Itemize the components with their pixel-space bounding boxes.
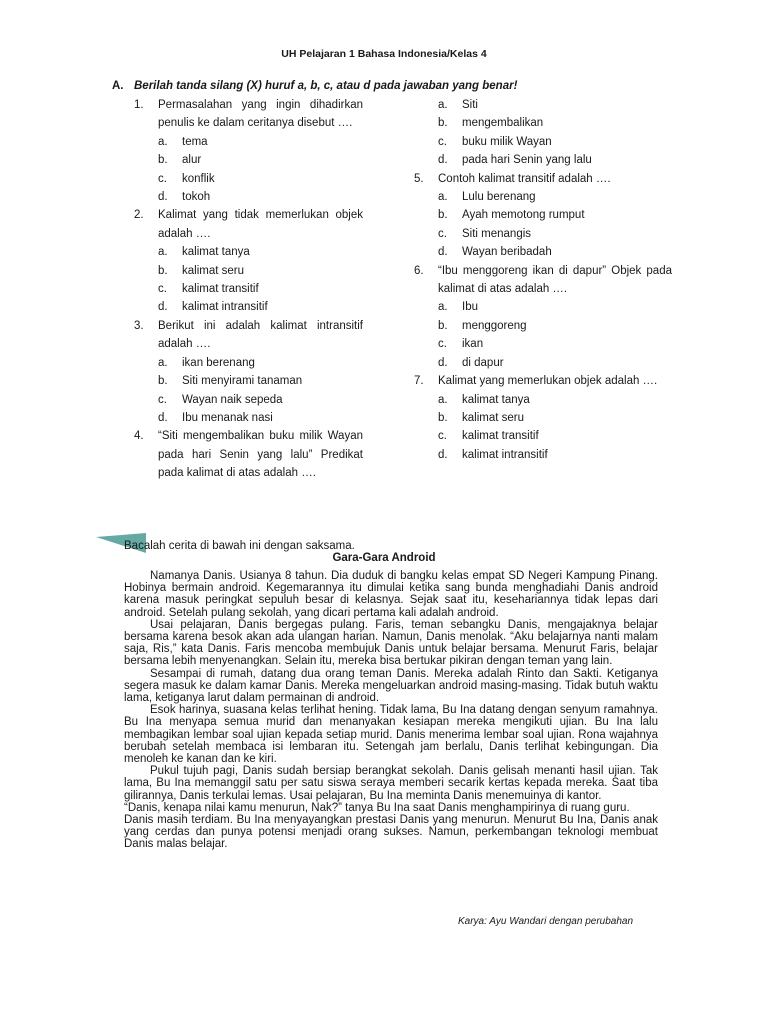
option-letter: b.: [438, 319, 448, 332]
story-paragraph: Namanya Danis. Usianya 8 tahun. Dia duduk di bangku kelas empat SD Negeri Kampung Pinang. Hobinya bermain android. Kegemarannya itu dimulai ketika sang bunda menghadiahi Danis android karena masuk peringkat sepuluh besar di kelasnya. Sejak saat itu, kesehariannya tidak lepas dari android. Setelah pulang sekolah, yang dicari pertama kali adalah android.: [124, 570, 658, 619]
option-text: kalimat seru: [182, 264, 244, 277]
story-paragraph: Danis masih terdiam. Bu Ina menyayangkan prestasi Danis yang menurun. Menurut Bu Ina, Danis anak yang cerdas dan punya potensi menjadi orang sukses. Namun, perkembangan teknologi membuat Danis malas belajar.: [124, 814, 658, 851]
question-stem: “Siti mengembalikan buku milik Wayan pada hari Senin yang lalu” Predikat pada kalimat di atas adalah ….: [158, 430, 363, 480]
question-number: 3.: [134, 319, 144, 332]
option-text: ikan: [462, 338, 484, 351]
option-7d[interactable]: [414, 446, 672, 464]
instruction-text: Berilah tanda silang (X) huruf a, b, c, atau d pada jawaban yang benar!: [134, 80, 518, 92]
left-column: [134, 96, 363, 483]
story-intro: Bacalah cerita di bawah ini dengan saksama.: [124, 540, 355, 552]
option-2a[interactable]: [134, 243, 363, 261]
question-number: 2.: [134, 209, 144, 222]
option-letter: d.: [158, 301, 168, 314]
option-7c[interactable]: [414, 427, 672, 445]
option-text: Wayan beribadah: [462, 246, 552, 259]
question-number: 1.: [134, 99, 144, 111]
option-letter: c.: [438, 430, 447, 443]
option-5b[interactable]: [414, 206, 672, 224]
option-2d[interactable]: [134, 298, 363, 316]
option-letter: b.: [158, 264, 168, 277]
option-4a[interactable]: [414, 96, 672, 114]
question-5: [414, 170, 672, 188]
question-stem: Berikut ini adalah kalimat intransitif adalah ….: [158, 319, 363, 351]
option-letter: a.: [158, 135, 168, 148]
option-7b[interactable]: [414, 409, 672, 427]
option-letter: a.: [158, 356, 168, 369]
option-text: Siti: [462, 99, 478, 111]
option-letter: b.: [158, 375, 168, 388]
option-text: di dapur: [462, 356, 504, 369]
question-number: 4.: [134, 430, 144, 443]
page-header: UH Pelajaran 1 Bahasa Indonesia/Kelas 4: [281, 48, 487, 60]
option-2b[interactable]: [134, 262, 363, 280]
option-letter: d.: [158, 191, 168, 204]
option-letter: a.: [438, 99, 448, 111]
question-number: 7.: [414, 375, 424, 388]
option-text: kalimat intransitif: [462, 448, 548, 461]
option-3b[interactable]: [134, 372, 363, 390]
question-4: [134, 427, 363, 482]
option-letter: c.: [158, 172, 167, 185]
option-letter: a.: [438, 191, 448, 204]
question-1: [134, 96, 363, 133]
question-stem: Kalimat yang memerlukan objek adalah ….: [438, 375, 658, 388]
question-number: 6.: [414, 264, 424, 277]
option-text: kalimat seru: [462, 411, 524, 424]
question-3: [134, 317, 363, 354]
option-text: kalimat tanya: [462, 393, 530, 406]
story-title: Gara-Gara Android: [332, 552, 436, 564]
question-stem: “Ibu menggoreng ikan di dapur” Objek pada kalimat di atas adalah ….: [438, 264, 672, 296]
story-paragraph: “Danis, kenapa nilai kamu menurun, Nak?” tanya Bu Ina saat Danis menghampirinya di ruang guru.: [124, 801, 630, 814]
option-letter: c.: [158, 283, 167, 296]
question-stem: Kalimat yang tidak memerlukan objek adalah ….: [158, 209, 363, 240]
question-7: [414, 372, 672, 390]
option-text: mengembalikan: [462, 117, 544, 130]
story-credit: Karya: Ayu Wandari dengan perubahan: [458, 916, 634, 927]
option-text: menggoreng: [462, 319, 527, 332]
section-letter: A.: [112, 80, 124, 92]
option-text: Wayan naik sepeda: [182, 393, 283, 406]
option-text: tema: [182, 135, 208, 148]
option-text: kalimat transitif: [182, 283, 259, 296]
option-letter: b.: [438, 117, 448, 130]
option-2c[interactable]: [134, 280, 363, 298]
option-1c[interactable]: [134, 170, 363, 188]
option-text: Lulu berenang: [462, 191, 536, 204]
option-text: konflik: [182, 172, 215, 185]
option-text: Siti menangis: [462, 227, 532, 240]
question-stem: Permasalahan yang ingin dihadirkan penulis ke dalam ceritanya disebut ….: [158, 99, 363, 130]
option-text: Ibu: [462, 301, 478, 314]
option-text: kalimat transitif: [462, 430, 539, 443]
option-text: ikan berenang: [182, 356, 255, 369]
option-6c[interactable]: [414, 335, 672, 353]
option-1a[interactable]: [134, 133, 363, 151]
story-paragraph: Esok harinya, suasana kelas terlihat hening. Tidak lama, Bu Ina datang dengan senyum ramahnya. Bu Ina menyapa semua murid dan menanyakan kesiapan mereka mengikuti ujian. Bu Ina lalu membagikan lembar soal ujian kepada setiap murid. Danis menerima lembar soal ujian. Rona wajahnya berubah setelah membaca isi lembaran itu. Setengah jam berlalu, Danis terlihat kebingungan. Dia menoleh ke kanan dan ke kiri.: [124, 704, 658, 766]
option-4d[interactable]: [414, 151, 672, 169]
story-paragraph: Usai pelajaran, Danis bergegas pulang. Faris, teman sebangku Danis, mengajaknya belajar bersama karena besok akan ada ulangan harian. Namun, Danis menolak. “Aku belajarnya nanti malam saja, Ris,” kata Danis. Faris mencoba membujuk Danis untuk belajar bersama. Menurut Faris, belajar bersama lebih menyenangkan. Selain itu, mereka bisa bertukar pikiran dengan teman yang lain.: [124, 618, 658, 668]
option-letter: d.: [438, 154, 448, 167]
option-3a[interactable]: [134, 354, 363, 372]
option-6d[interactable]: [414, 354, 672, 372]
option-7a[interactable]: [414, 391, 672, 409]
option-3d[interactable]: [134, 409, 363, 427]
option-text: pada hari Senin yang lalu: [462, 154, 592, 167]
question-2: [134, 206, 363, 243]
option-letter: c.: [438, 135, 447, 148]
option-letter: d.: [438, 448, 448, 461]
story-paragraph: Pukul tujuh pagi, Danis sudah bersiap berangkat sekolah. Danis gelisah menanti hasil ujian. Tak lama, Bu Ina memanggil satu per satu siswa seraya memberi secarik kertas kepada mereka. Saat tiba gilirannya, Danis terkulai lemas. Usai pelajaran, Bu Ina meminta Danis menemuinya di kantor.: [124, 765, 658, 802]
option-text: tokoh: [182, 191, 211, 204]
story-body: [124, 570, 658, 851]
option-5d[interactable]: [414, 243, 672, 261]
option-letter: c.: [438, 338, 447, 351]
section-instruction: [112, 80, 517, 92]
option-1d[interactable]: [134, 188, 363, 206]
question-number: 5.: [414, 172, 424, 185]
option-letter: c.: [158, 393, 167, 406]
option-text: Ibu menanak nasi: [182, 411, 273, 424]
option-letter: d.: [158, 411, 168, 424]
option-text: kalimat tanya: [182, 246, 250, 259]
option-text: Ayah memotong rumput: [462, 209, 585, 222]
question-stem: Contoh kalimat transitif adalah ….: [438, 172, 611, 185]
option-letter: b.: [438, 411, 448, 424]
option-4b[interactable]: [414, 114, 672, 132]
option-letter: a.: [438, 393, 448, 406]
option-1b[interactable]: [134, 151, 363, 169]
option-text: kalimat intransitif: [182, 301, 268, 314]
option-6a[interactable]: [414, 298, 672, 316]
right-column: [414, 96, 672, 464]
option-letter: c.: [438, 227, 447, 240]
option-letter: b.: [158, 154, 168, 167]
option-text: Siti menyirami tanaman: [182, 375, 303, 388]
option-letter: a.: [158, 246, 168, 259]
option-letter: d.: [438, 356, 448, 369]
option-text: alur: [182, 154, 202, 167]
option-5c[interactable]: [414, 225, 672, 243]
option-letter: d.: [438, 246, 448, 259]
option-6b[interactable]: [414, 317, 672, 335]
option-4c[interactable]: [414, 133, 672, 151]
option-3c[interactable]: [134, 391, 363, 409]
option-letter: b.: [438, 209, 448, 222]
question-6: [414, 262, 672, 299]
option-letter: a.: [438, 301, 448, 314]
option-5a[interactable]: [414, 188, 672, 206]
story-paragraph: Sesampai di rumah, datang dua orang teman Danis. Mereka adalah Rinto dan Sakti. Ketiganya segera masuk ke dalam kamar Danis. Mereka mengeluarkan android masing-masing. Tidak butuh waktu lama, ketiganya larut dalam permainan di android.: [124, 667, 658, 705]
option-text: buku milik Wayan: [462, 135, 552, 148]
